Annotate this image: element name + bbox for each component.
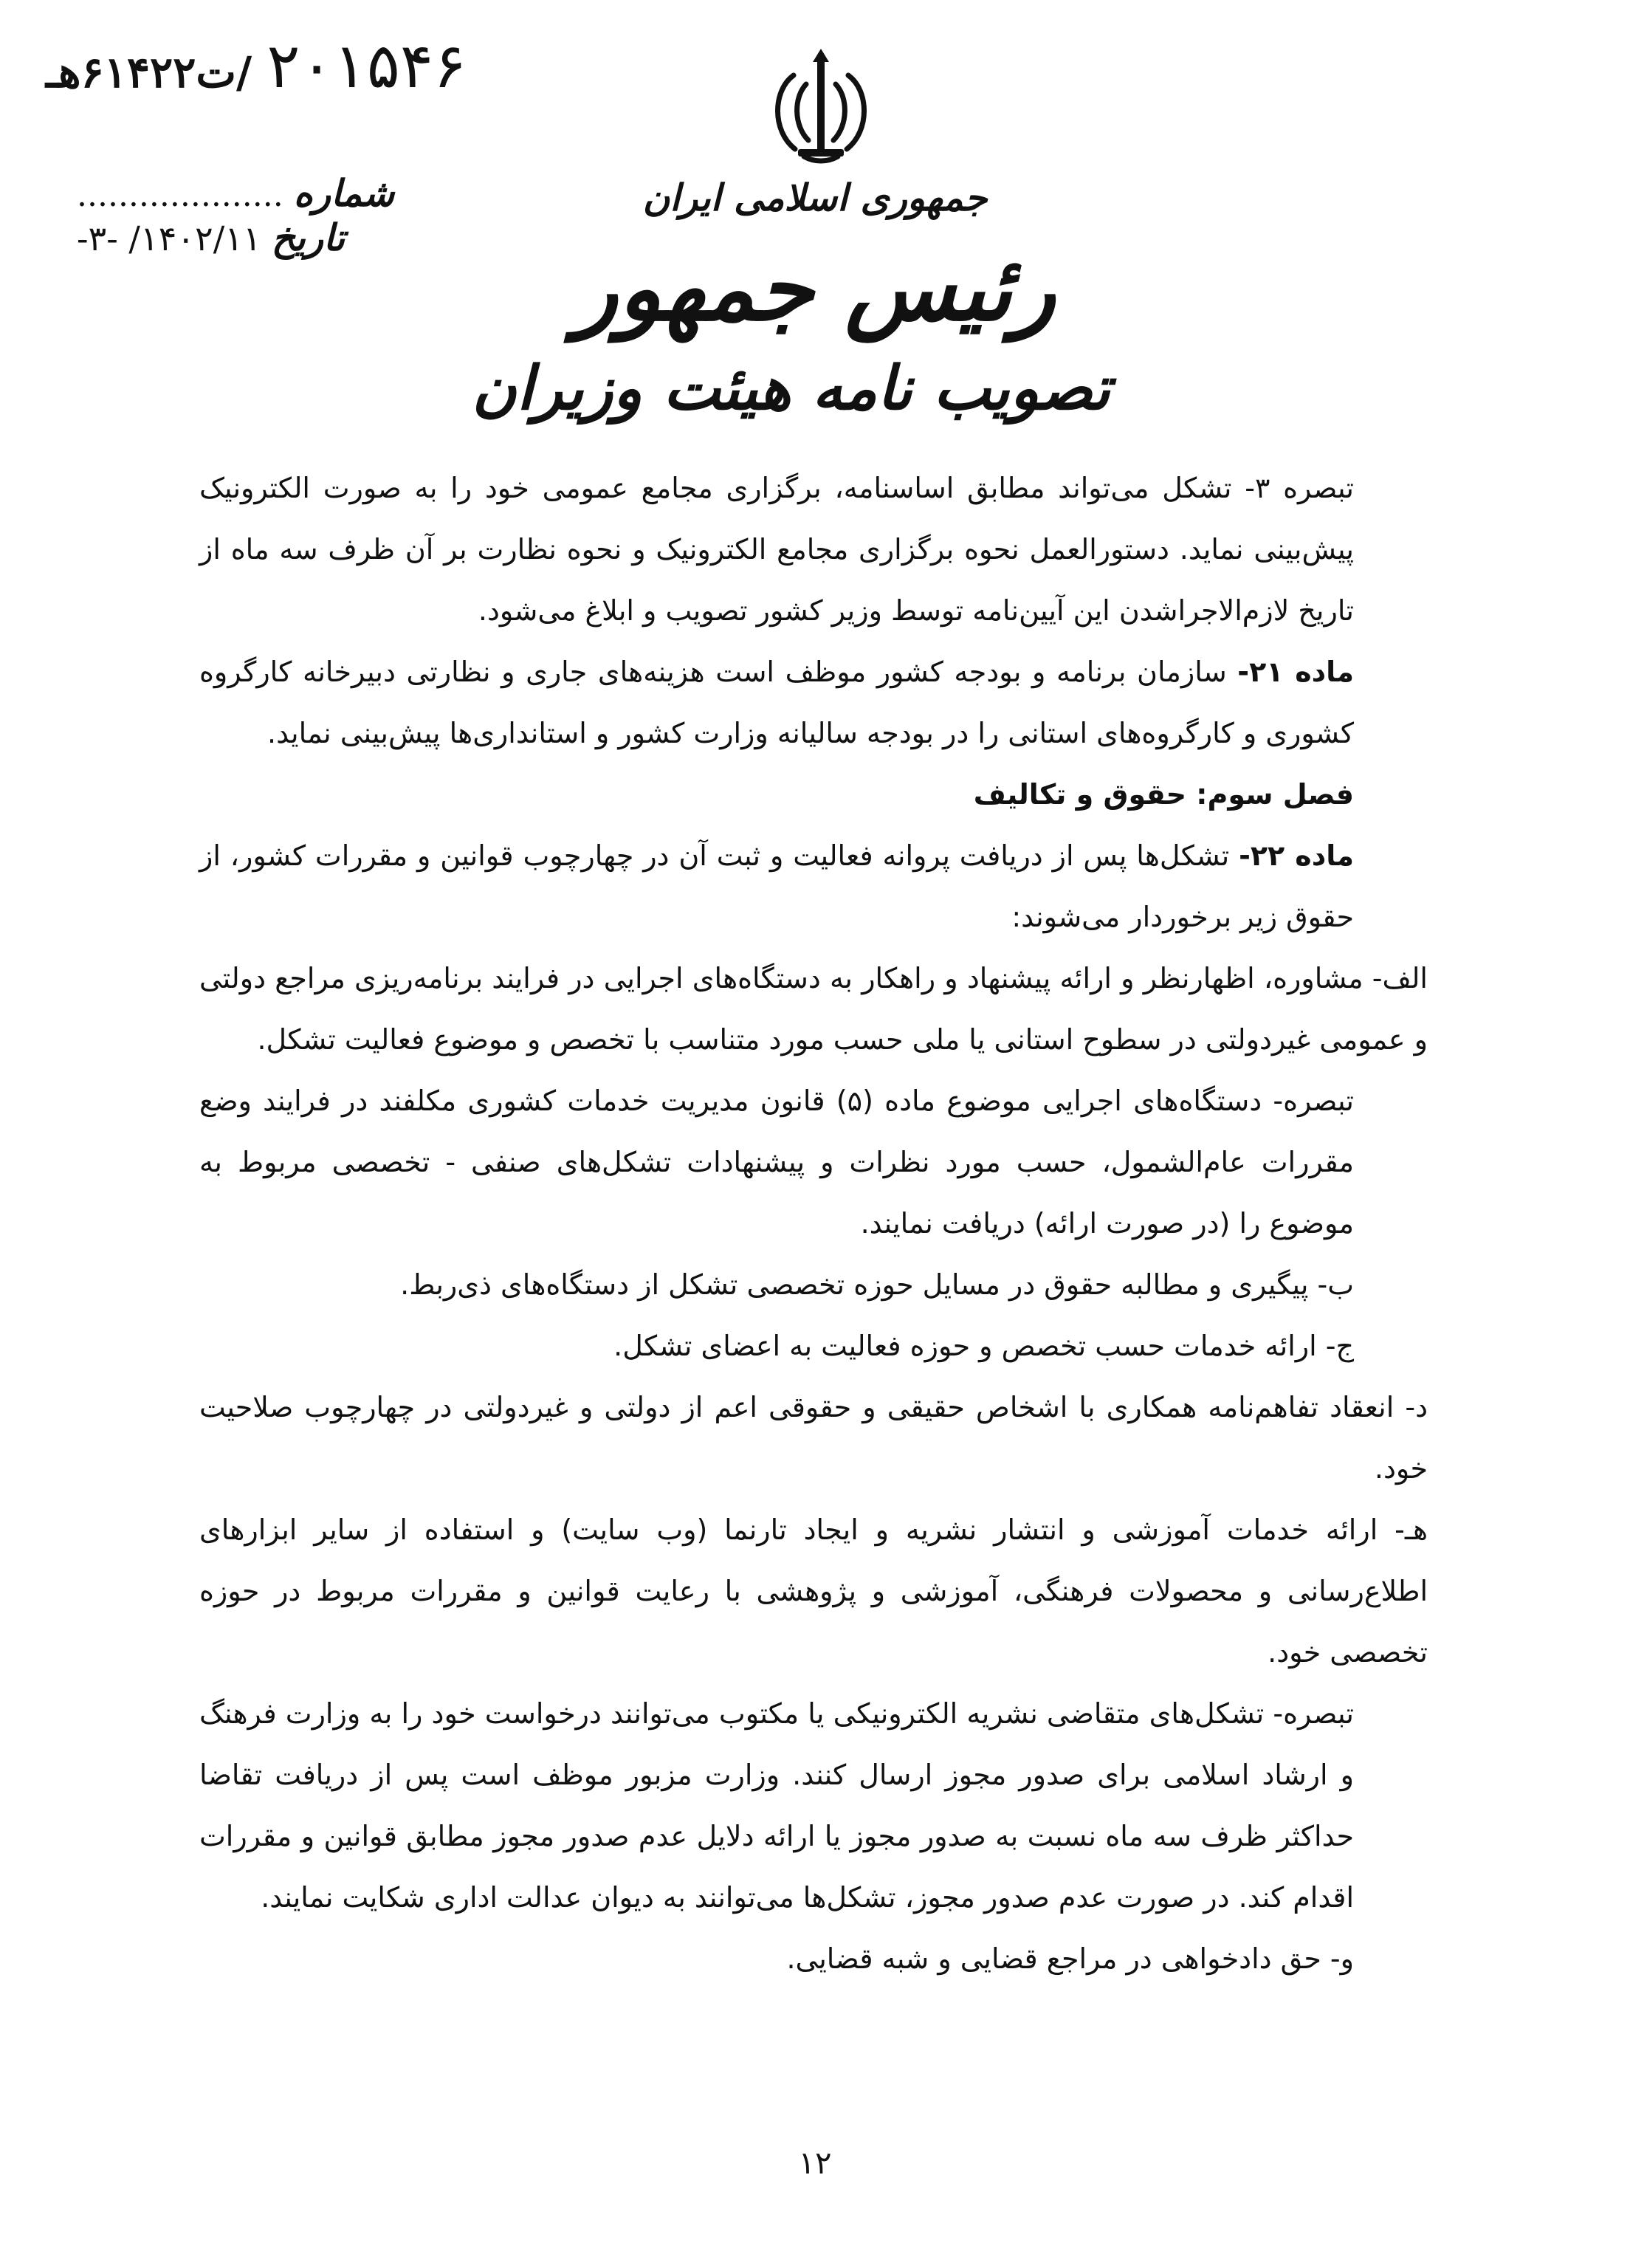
paragraph-item-dal bbox=[199, 1377, 1428, 1499]
paragraph-text: تشکل‌ها پس از دریافت پروانه فعالیت و ثبت آن در چهارچوب قوانین و مقررات کشور، از حقوق زیر برخوردار می‌شوند: bbox=[199, 839, 1354, 933]
number-value: .................... bbox=[77, 176, 283, 214]
number-label: شماره bbox=[293, 171, 395, 215]
paragraph-item-jim bbox=[199, 1316, 1428, 1377]
paragraph-text: و- حق دادخواهی در مراجع قضایی و شبه قضایی. bbox=[786, 1942, 1354, 1975]
page-number: ۱۲ bbox=[798, 2145, 832, 2181]
paragraph-item-vav bbox=[199, 1928, 1428, 1990]
paragraph-text: سازمان برنامه و بودجه کشور موظف است هزینه‌های جاری و نظارتی دبیرخانه کارگروه کشوری و کارگروه‌های استانی را در بودجه سالیانه وزارت کشور و استانداری‌ها پیش‌بینی نماید. bbox=[199, 656, 1354, 749]
paragraph-text: ب- پیگیری و مطالبه حقوق در مسایل حوزه تخصصی تشکل از دستگاه‌های ذی‌ربط. bbox=[400, 1268, 1354, 1301]
paragraph-article-21 bbox=[199, 642, 1428, 764]
paragraph-item-he bbox=[199, 1499, 1428, 1683]
presidency-title: رئیس جمهور bbox=[574, 235, 1056, 341]
document-body bbox=[199, 458, 1428, 1990]
date-label: تاریخ bbox=[271, 216, 345, 259]
paragraph-text: ج- ارائه خدمات حسب تخصص و حوزه فعالیت به اعضای تشکل. bbox=[613, 1330, 1354, 1362]
paragraph-item-be bbox=[199, 1254, 1428, 1316]
paragraph-note-3 bbox=[199, 458, 1428, 642]
section-title: فصل سوم: حقوق و تکالیف bbox=[973, 778, 1354, 811]
country-title: جمهوری اسلامی ایران bbox=[642, 176, 988, 219]
paragraph-text: هـ- ارائه خدمات آموزشی و انتشار نشریه و ایجاد تارنما (وب سایت) و استفاده از سایر ابزارهای اطلاع‌رسانی و محصولات فرهنگی، آموزشی و پژوهشی با رعایت قوانین و مقررات مربوط در حوزه تخصصی خود. bbox=[199, 1513, 1428, 1669]
paragraph-text: الف- مشاوره، اظهارنظر و ارائه پیشنهاد و راهکار به دستگاه‌های اجرایی در فرایند برنامه‌ریزی مراجع دولتی و عمومی غیردولتی در سطوح استانی یا ملی حسب مورد متناسب با تخصص و موضوع فعالیت تشکل. bbox=[199, 962, 1428, 1056]
document-type-title: تصویب نامه هیئت وزیران bbox=[472, 353, 1110, 424]
article-lead: ماده ۲۲- bbox=[1239, 839, 1355, 872]
paragraph-text: تبصره ۳- تشکل می‌تواند مطابق اساسنامه، برگزاری مجامع عمومی خود را به صورت الکترونیک پیش‌بینی نماید. دستورالعمل نحوه برگزاری مجامع الکترونیک و نحوه نظارت بر آن ظرف سه ماه از تاریخ لازم‌الاجراشدن این آیین‌نامه توسط وزیر کشور تصویب و ابلاغ می‌شود. bbox=[199, 472, 1354, 627]
paragraph-note bbox=[199, 1071, 1428, 1254]
article-lead: ماده ۲۱- bbox=[1237, 656, 1354, 688]
date-field bbox=[77, 216, 345, 259]
paragraph-item-alef bbox=[199, 948, 1428, 1071]
paragraph-text: تبصره- تشکل‌های متقاضی نشریه الکترونیکی یا مکتوب می‌توانند درخواست خود را به وزارت فرهنگ و ارشاد اسلامی برای صدور مجوز ارسال کنند. وزارت مزبور موظف است پس از دریافت تقاضا حداکثر ظرف سه ماه نسبت به صدور مجوز یا ارائه دلایل عدم صدور مجوز مطابق قوانین و مقررات اقدام کند. در صورت عدم صدور مجوز، تشکل‌ها می‌توانند به دیوان عدالت اداری شکایت نمایند. bbox=[199, 1697, 1354, 1914]
section-heading bbox=[199, 764, 1428, 825]
paragraph-text: تبصره- دستگاه‌های اجرایی موضوع ماده (۵) قانون مدیریت خدمات کشوری مکلفند در فرایند وضع مقررات عام‌الشمول، حسب مورد نظرات و پیشنهادات تشکل‌های صنفی - تخصصی مربوط به موضوع را (در صورت ارائه) دریافت نمایند. bbox=[199, 1085, 1354, 1240]
reference-code: /ت۶۱۴۲۲هـ bbox=[46, 47, 252, 97]
iran-emblem-icon bbox=[766, 46, 876, 171]
date-value: ۱۴۰۲/۱۱/ -۳- bbox=[77, 219, 261, 258]
paragraph-note-publication bbox=[199, 1683, 1428, 1928]
reference-number bbox=[46, 30, 467, 102]
paragraph-text: د- انعقاد تفاهم‌نامه همکاری با اشخاص حقیقی و حقوقی اعم از دولتی و غیردولتی در چهارچوب صلاحیت خود. bbox=[199, 1391, 1428, 1485]
paragraph-article-22 bbox=[199, 825, 1428, 948]
stamp-number: ۲۰۱۵۴۶ bbox=[266, 30, 467, 102]
number-field bbox=[77, 171, 394, 215]
